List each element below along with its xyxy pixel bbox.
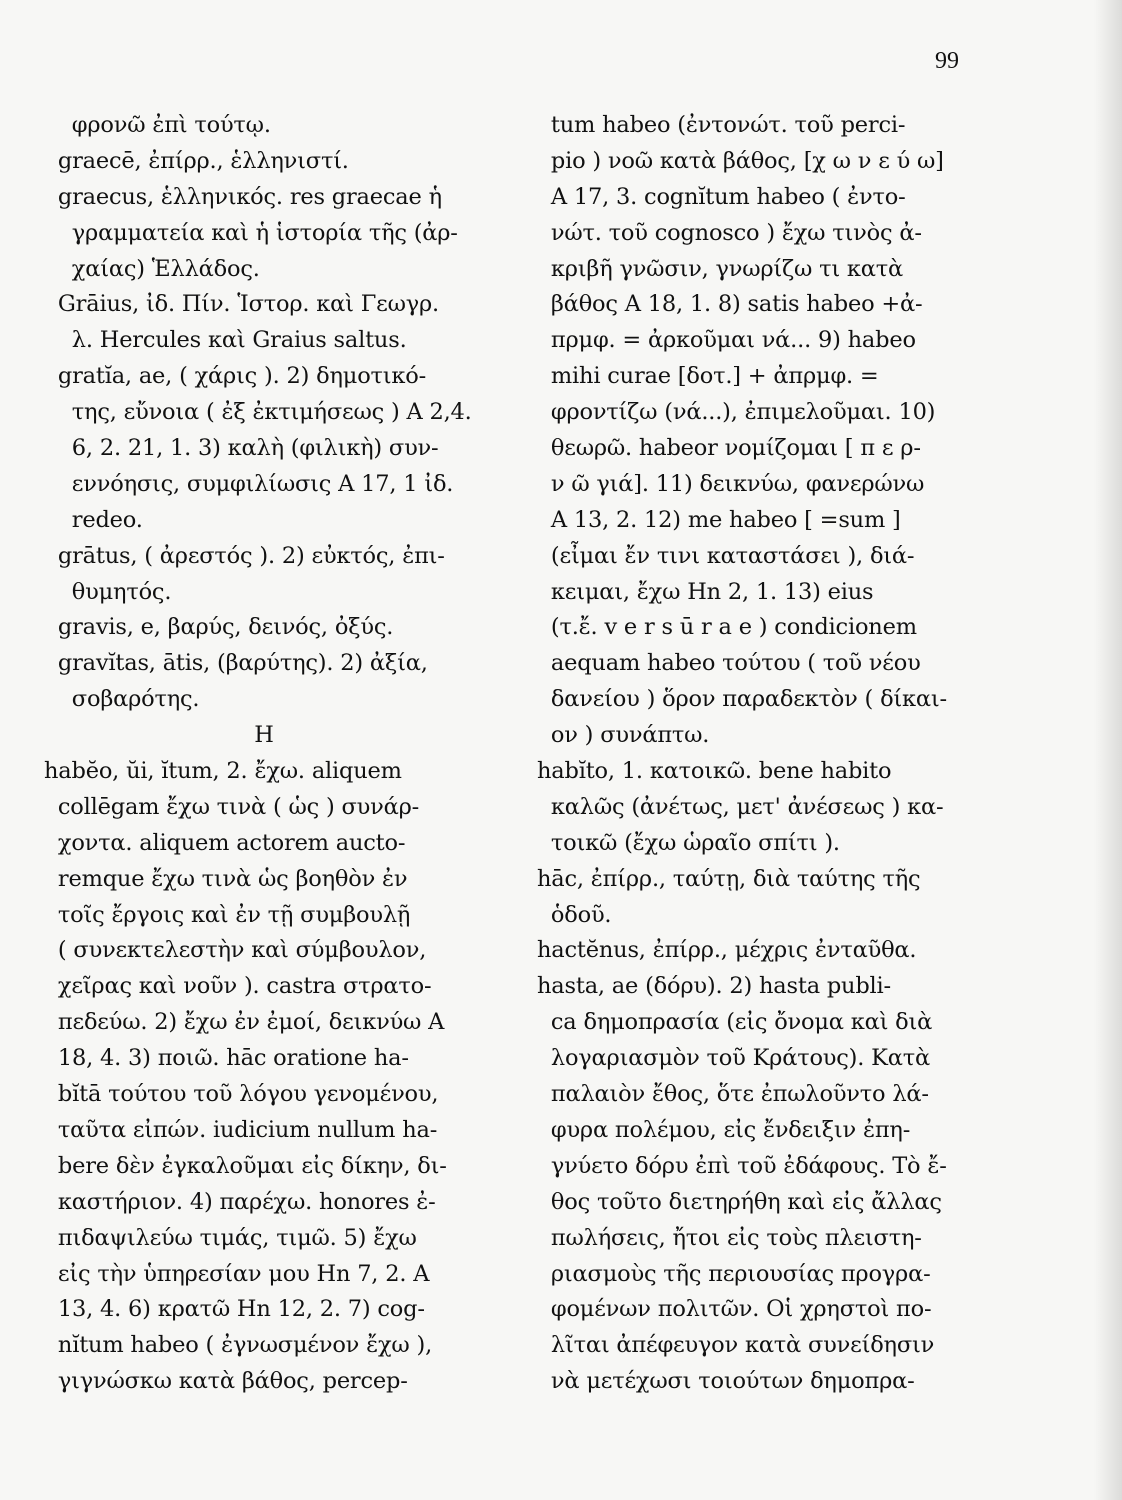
dictionary-line: (εἶμαι ἔν τινι καταστάσει ), διά- <box>537 542 915 569</box>
dictionary-line: γνύετο δόρυ ἐπὶ τοῦ ἐδάφους. Τὸ ἔ- <box>537 1152 947 1179</box>
dictionary-line: ον ) συνάπτω. <box>537 722 710 749</box>
dictionary-line: ca δημοπρασία (εἰς ὄνομα καὶ διὰ <box>537 1009 933 1036</box>
dictionary-line: της, εὔνοια ( ἐξ ἐκτιμήσεως ) A 2,4. <box>44 399 472 426</box>
dictionary-line: χοντα. aliquem actorem aucto- <box>44 829 406 856</box>
dictionary-line: Grāius, ἰδ. Πίν. Ἱστορ. καὶ Γεωγρ. <box>44 291 439 318</box>
dictionary-line: δανείου ) ὅρον παραδεκτὸν ( δίκαι- <box>537 686 947 713</box>
dictionary-line: hactĕnus, ἐπίρρ., μέχρις ἐνταῦθα. <box>537 937 917 964</box>
dictionary-line: πεδεύω. 2) ἔχω ἐν ἐμοί, δεικνύω A <box>44 1009 445 1036</box>
dictionary-line: παλαιὸν ἔθος, ὅτε ἐπωλοῦντο λά- <box>537 1081 929 1108</box>
dictionary-line: hasta, ae (δόρυ). 2) hasta publi- <box>537 973 891 1000</box>
dictionary-line: πιδαψιλεύω τιμάς, τιμῶ. 5) ἔχω <box>44 1224 417 1251</box>
dictionary-line: graecus, ἑλληνικός. res graecae ἡ <box>44 183 442 210</box>
dictionary-line: ν ῶ γιά]. 11) δεικνύω, φανερώνω <box>537 470 925 497</box>
dictionary-line: καστήριον. 4) παρέχω. honores ἐ- <box>44 1188 436 1215</box>
dictionary-line: χεῖρας καὶ νοῦν ). castra στρατο- <box>44 973 432 1000</box>
dictionary-line: τοῖς ἔργοις καὶ ἐν τῇ συμβουλῇ <box>44 901 411 928</box>
dictionary-line: χαίας) Ἑλλάδος. <box>44 255 260 282</box>
dictionary-line: θυμητός. <box>44 578 172 605</box>
dictionary-line: κειμαι, ἔχω Hn 2, 1. 13) eius <box>537 578 874 605</box>
dictionary-line: gravis, e, βαρύς, δεινός, ὀξύς. <box>44 614 394 641</box>
dictionary-line: collēgam ἔχω τινὰ ( ὡς ) συνάρ- <box>44 793 420 820</box>
dictionary-line: 6, 2. 21, 1. 3) καλὴ (φιλικὴ) συν- <box>44 435 439 462</box>
page-edge-shadow <box>1094 0 1122 1500</box>
section-letter-heading: H <box>254 722 274 749</box>
dictionary-line: τοικῶ (ἔχω ὡραῖο σπίτι ). <box>537 829 840 856</box>
dictionary-line: εἰς τὴν ὑπηρεσίαν μου Hn 7, 2. A <box>44 1260 430 1287</box>
dictionary-line: σοβαρότης. <box>44 686 200 713</box>
dictionary-line: φομένων πολιτῶν. Οἱ χρηστοὶ πο- <box>537 1296 932 1323</box>
dictionary-line: nĭtum habeo ( ἐγνωσμένον ἔχω ), <box>44 1332 433 1359</box>
dictionary-line: grātus, ( ἀρεστός ). 2) εὐκτός, ἐπι- <box>44 542 445 569</box>
page-number: 99 <box>935 48 959 74</box>
dictionary-line: εννόησις, συμφιλίωσις A 17, 1 ἰδ. <box>44 470 454 497</box>
dictionary-line: βάθος A 18, 1. 8) satis habeo +ἀ- <box>537 291 923 318</box>
dictionary-line: redeo. <box>44 506 143 533</box>
dictionary-line: bĭtā τούτου τοῦ λόγου γενομένου, <box>44 1081 439 1108</box>
dictionary-line: habĕo, ŭi, ĭtum, 2. ἔχω. aliquem <box>44 758 402 785</box>
dictionary-line: habĭto, 1. κατοικῶ. bene habito <box>537 758 892 785</box>
dictionary-line: A 17, 3. cognĭtum habeo ( ἐντο- <box>537 183 906 210</box>
dictionary-line: 18, 4. 3) ποιῶ. hāc oratione ha- <box>44 1045 409 1072</box>
dictionary-line: λῖται ἀπέφευγον κατὰ συνείδησιν <box>537 1332 935 1359</box>
dictionary-line: ταῦτα εἰπών. iudicium nullum ha- <box>44 1116 438 1143</box>
dictionary-line: 13, 4. 6) κρατῶ Hn 12, 2. 7) cog- <box>44 1296 425 1323</box>
dictionary-line: hāc, ἐπίρρ., ταύτῃ, διὰ ταύτης τῆς <box>537 865 921 892</box>
dictionary-line: φυρα πολέμου, εἰς ἔνδειξιν ἐπη- <box>537 1116 911 1143</box>
dictionary-line: πρμφ. = ἀρκοῦμαι νά... 9) habeo <box>537 327 916 354</box>
dictionary-line: ( συνεκτελεστὴν καὶ σύμβουλον, <box>44 937 427 964</box>
dictionary-line: θος τοῦτο διετηρήθη καὶ εἰς ἄλλας <box>537 1188 942 1215</box>
dictionary-line: καλῶς (ἀνέτως, μετ' ἀνέσεως ) κα- <box>537 793 944 820</box>
dictionary-line: (τ.ἔ. v e r s ū r a e ) condicionem <box>537 614 917 641</box>
dictionary-line: γιγνώσκω κατὰ βάθος, percep- <box>44 1368 408 1395</box>
dictionary-line: A 13, 2. 12) me habeo [ =sum ] <box>537 506 901 533</box>
dictionary-line: θεωρῶ. habeor νομίζομαι [ π ε ρ- <box>537 435 921 462</box>
dictionary-line: κριβῆ γνῶσιν, γνωρίζω τι κατὰ <box>537 255 904 282</box>
dictionary-line: ριασμοὺς τῆς περιουσίας προγρα- <box>537 1260 931 1287</box>
dictionary-line: gratĭa, ae, ( χάρις ). 2) δημοτικό- <box>44 363 427 390</box>
dictionary-line: νώτ. τοῦ cognosco ) ἔχω τινὸς ἀ- <box>537 219 922 246</box>
dictionary-line: ὁδοῦ. <box>537 901 612 928</box>
left-column <box>44 108 524 1400</box>
dictionary-line: λ. Hercules καὶ Graius saltus. <box>44 327 407 354</box>
dictionary-line: φρονῶ ἐπὶ τούτῳ. <box>44 112 271 138</box>
dictionary-line: φροντίζω (νά...), ἐπιμελοῦμαι. 10) <box>537 399 936 426</box>
dictionary-line: πωλήσεις, ἤτοι εἰς τοὺς πλειστη- <box>537 1224 922 1251</box>
dictionary-line: bere δὲν ἐγκαλοῦμαι εἰς δίκην, δι- <box>44 1152 447 1179</box>
dictionary-line: γραμματεία καὶ ἡ ἱστορία τῆς (ἀρ- <box>44 219 458 246</box>
dictionary-line: mihi curae [δοτ.] + ἀπρμφ. = <box>537 363 879 390</box>
dictionary-line: νὰ μετέχωσι τοιούτων δημοπρα- <box>537 1368 915 1395</box>
dictionary-line: aequam habeo τούτου ( τοῦ νέου <box>537 650 921 677</box>
dictionary-line: gravĭtas, ātis, (βαρύτης). 2) ἀξία, <box>44 650 428 677</box>
right-column <box>537 108 1097 1400</box>
dictionary-line: remque ἔχω τινὰ ὡς βοηθὸν ἐν <box>44 865 408 892</box>
dictionary-line: tum habeo (ἐντονώτ. τοῦ perci- <box>537 112 906 138</box>
dictionary-line: pio ) νοῶ κατὰ βάθος, [χ ω ν ε ύ ω] <box>537 147 944 174</box>
dictionary-line: λογαριασμὸν τοῦ Κράτους). Κατὰ <box>537 1045 931 1072</box>
dictionary-line: graecē, ἐπίρρ., ἑλληνιστί. <box>44 147 349 174</box>
